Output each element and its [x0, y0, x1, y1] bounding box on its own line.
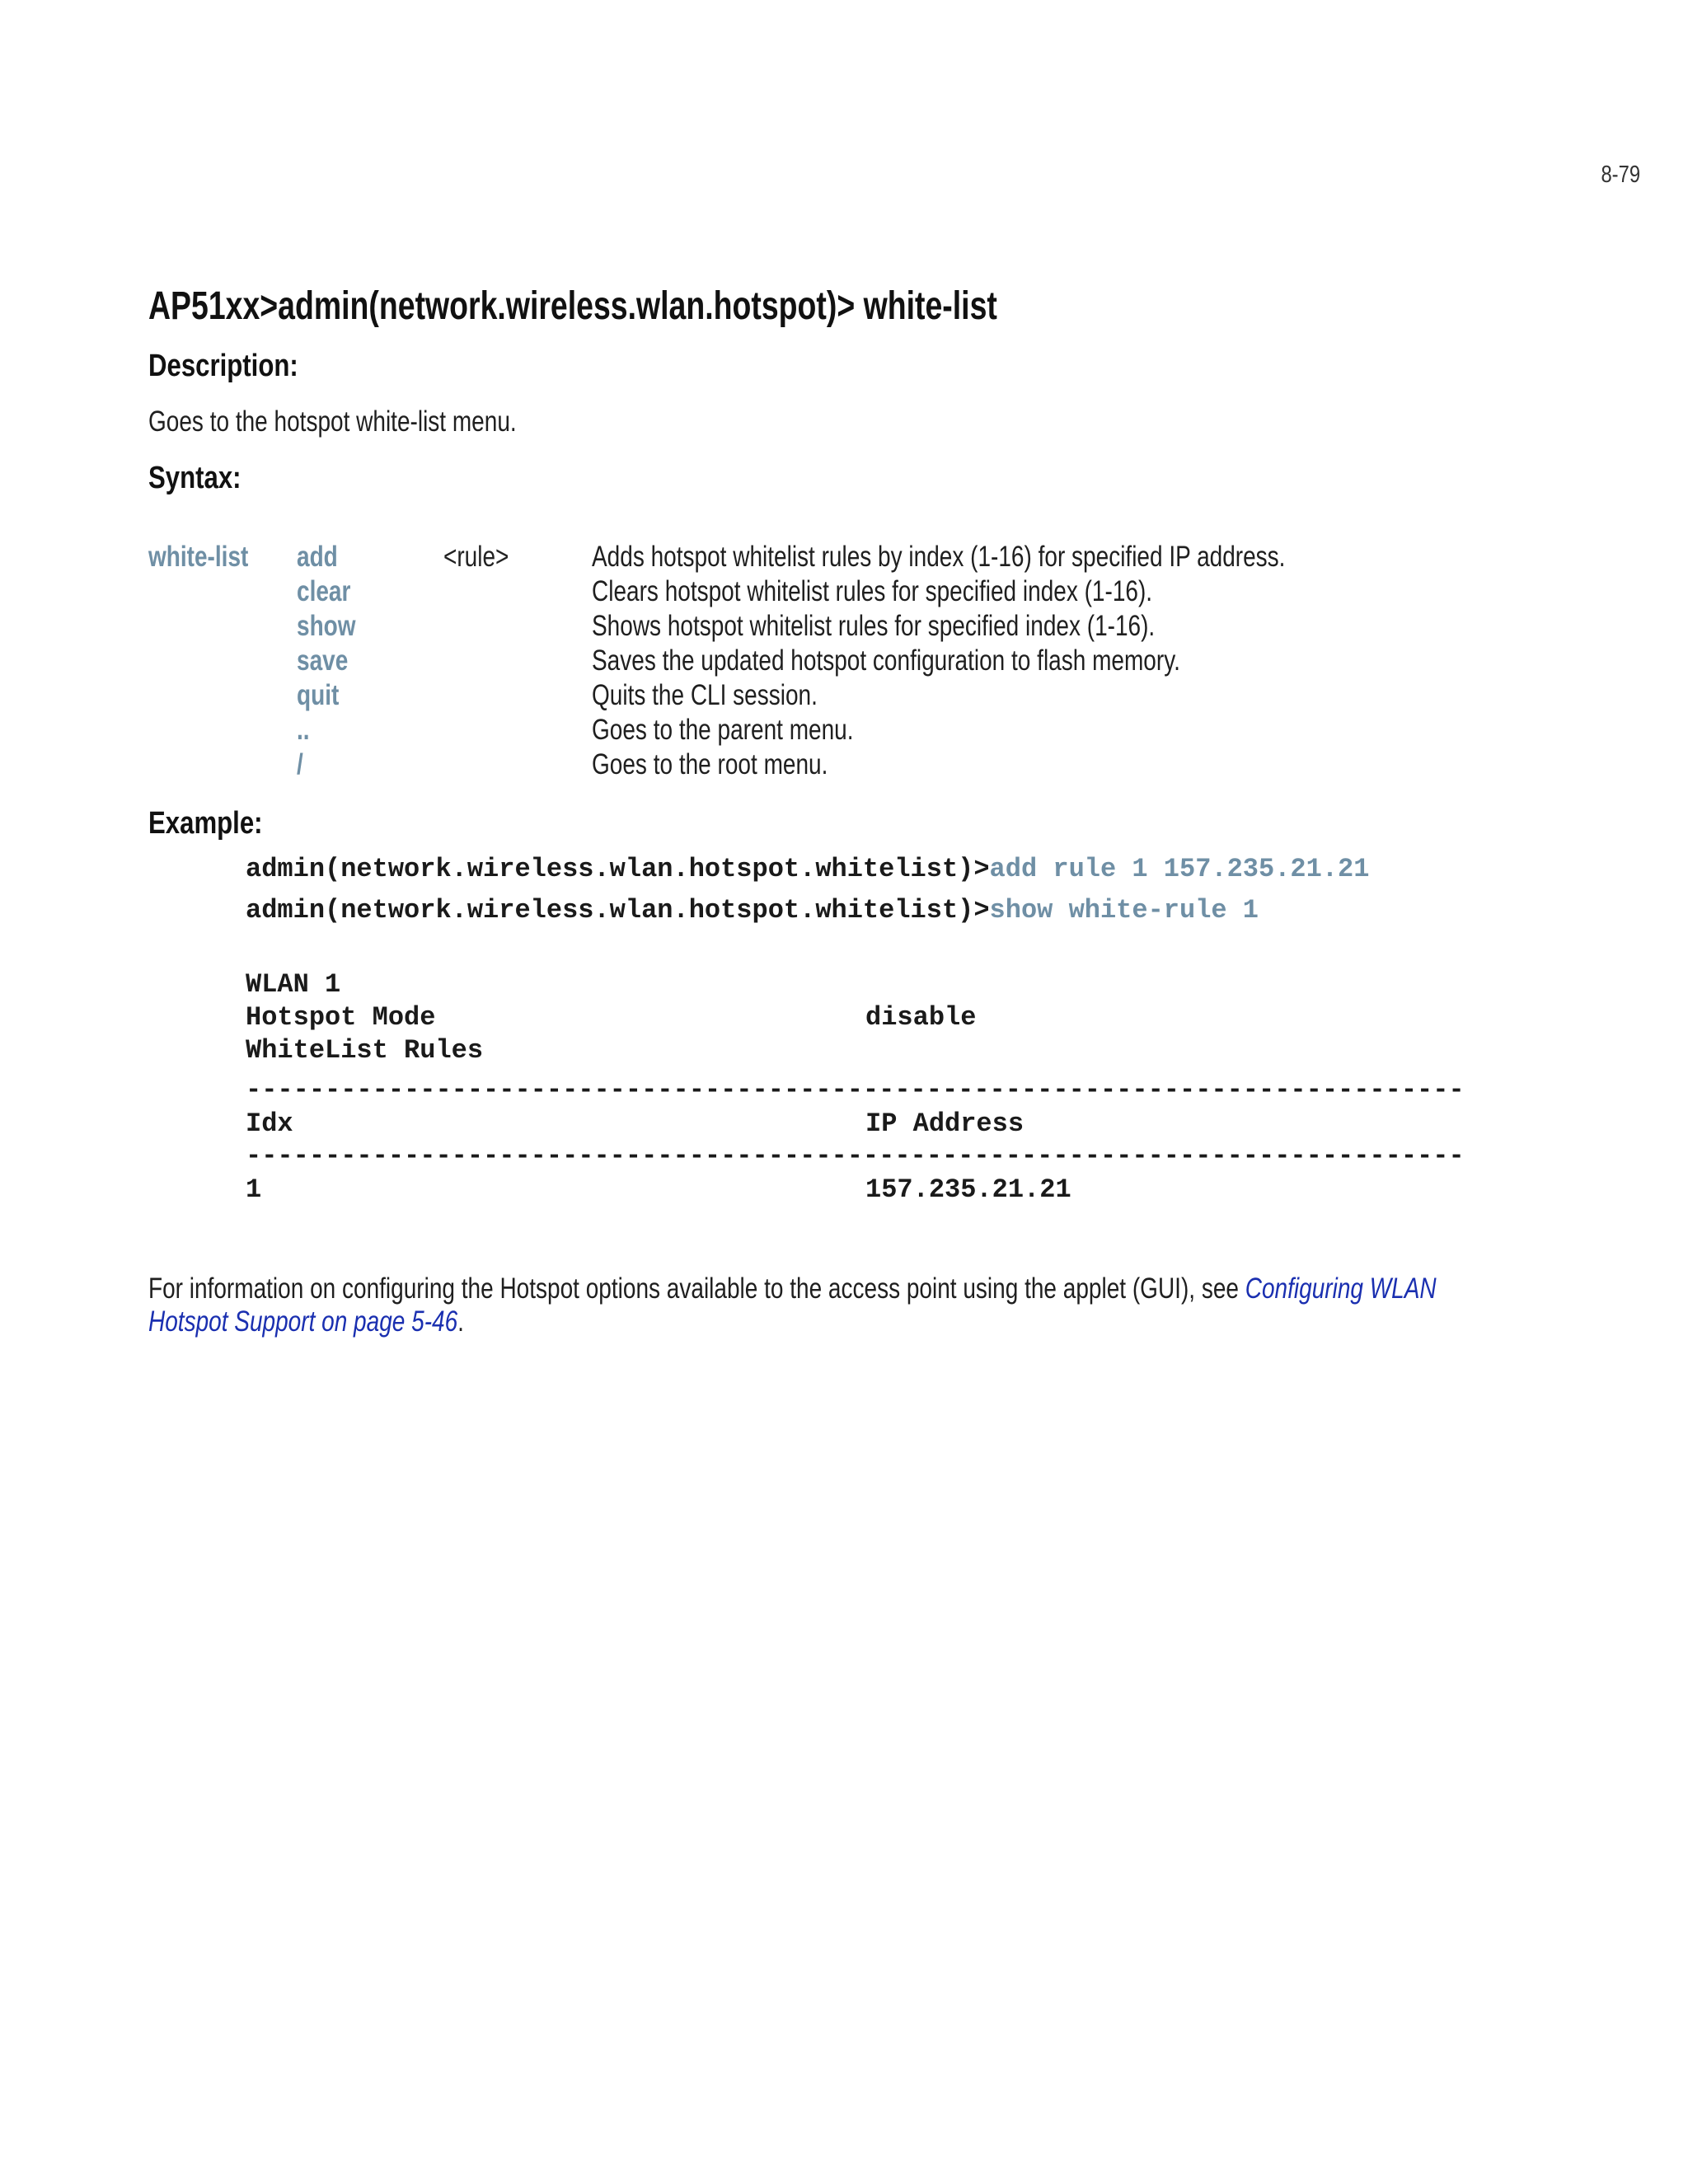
output-mode-value: disable	[865, 1002, 977, 1033]
page-title: AP51xx>admin(network.wireless.wlan.hotspot)> white-list	[148, 284, 997, 328]
page-number: 8-79	[1601, 162, 1640, 188]
syntax-description: Shows hotspot whitelist rules for specified index (1-16).	[592, 610, 1156, 642]
syntax-subcommand: show	[297, 610, 356, 642]
output-row-idx: 1	[246, 1174, 262, 1205]
footer-paragraph	[148, 1272, 1550, 1338]
syntax-row	[0, 610, 1688, 644]
syntax-subcommand: clear	[297, 575, 351, 607]
code-prompt: admin(network.wireless.wlan.hotspot.whitelist)>	[246, 895, 990, 926]
syntax-description: Quits the CLI session.	[592, 679, 818, 711]
syntax-row	[0, 714, 1688, 748]
syntax-description: Saves the updated hotspot configuration to flash memory.	[592, 644, 1180, 677]
example-heading: Example:	[148, 806, 263, 841]
syntax-description: Goes to the parent menu.	[592, 714, 854, 746]
syntax-subcommand: ..	[297, 714, 310, 746]
syntax-command: white-list	[148, 541, 249, 573]
output-col-ip: IP Address	[865, 1108, 1025, 1139]
code-command: show white-rule 1	[989, 895, 1259, 926]
syntax-row	[0, 541, 1688, 575]
code-line	[246, 895, 1259, 926]
cross-reference-link[interactable]: Hotspot Support on page 5-46	[148, 1305, 458, 1338]
syntax-description: Clears hotspot whitelist rules for specified index (1-16).	[592, 575, 1153, 607]
footer-line	[148, 1305, 1550, 1338]
output-col-idx: Idx	[246, 1108, 293, 1139]
syntax-description: Adds hotspot whitelist rules by index (1-16) for specified IP address.	[592, 541, 1286, 573]
syntax-subcommand: /	[297, 748, 303, 780]
footer-line	[148, 1272, 1550, 1305]
cross-reference-link[interactable]: Configuring WLAN	[1245, 1272, 1437, 1305]
syntax-subcommand: quit	[297, 679, 340, 711]
syntax-argument: <rule>	[443, 541, 509, 573]
description-text: Goes to the hotspot white-list menu.	[148, 405, 517, 438]
syntax-description: Goes to the root menu.	[592, 748, 828, 780]
output-separator: -----------------------------------------------------------------------------	[246, 1075, 1465, 1105]
output-row-ip: 157.235.21.21	[865, 1174, 1071, 1205]
output-rules-label: WhiteList Rules	[246, 1035, 484, 1066]
syntax-row	[0, 748, 1688, 783]
description-heading: Description:	[148, 349, 298, 383]
syntax-subcommand: add	[297, 541, 338, 573]
output-wlan: WLAN 1	[246, 969, 341, 1000]
code-prompt: admin(network.wireless.wlan.hotspot.whitelist)>	[246, 854, 990, 884]
output-separator: -----------------------------------------------------------------------------	[246, 1141, 1465, 1171]
syntax-row	[0, 644, 1688, 679]
syntax-heading: Syntax:	[148, 461, 241, 495]
output-mode-label: Hotspot Mode	[246, 1002, 436, 1033]
syntax-row	[0, 679, 1688, 714]
footer-text: For information on configuring the Hotspot options available to the access point using the applet (GUI), see	[148, 1272, 1245, 1305]
footer-text-end: .	[457, 1305, 464, 1338]
syntax-row	[0, 575, 1688, 610]
syntax-subcommand: save	[297, 644, 349, 677]
code-line	[246, 854, 1369, 884]
code-command: add rule 1 157.235.21.21	[989, 854, 1370, 884]
